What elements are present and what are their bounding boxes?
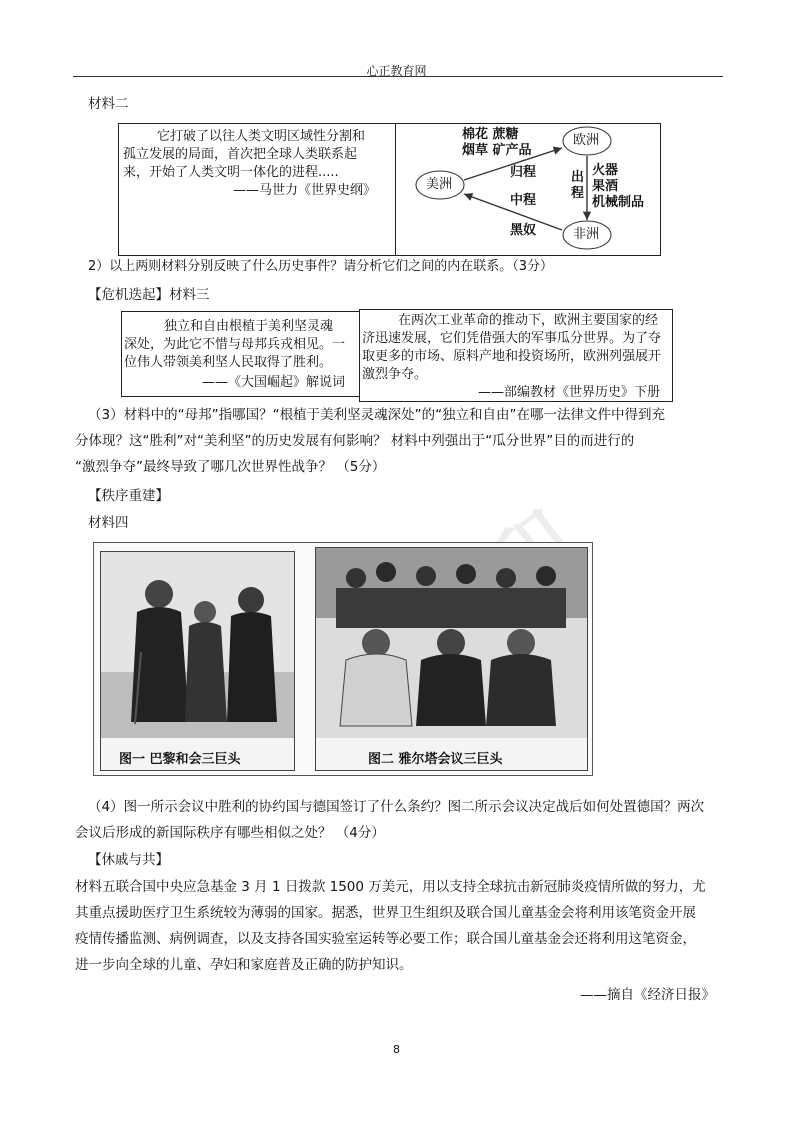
question-3-line-2: 分体现？这“胜利”对“美利坚”的历史发展有何影响？ 材料中列强出于“瓜分世界”目的而进行的 — [75, 433, 635, 449]
question-3-line-3: “激烈争夺”最终导致了哪几次世界性战争？ （5分） — [75, 459, 386, 475]
goods-top-2: 烟草 矿产品 — [462, 143, 532, 158]
header-rule — [73, 76, 723, 77]
figure2-photo — [315, 547, 588, 771]
material4-figures — [93, 542, 593, 776]
middle-passage-label: 中程 — [510, 193, 537, 208]
material5-line-3: 疫情传播监测、病例调查，以及支持各国实验室运转等必要工作；联合国儿童基金会还将利用这笔资金， — [75, 931, 696, 947]
material3-left-box — [121, 311, 360, 397]
return-trip-label: 归程 — [510, 165, 537, 180]
m3-right-source: ——部编教材《世界历史》下册 — [478, 385, 661, 400]
material2-label: 材料二 — [88, 96, 129, 112]
section-share: 【休戚与共】 — [88, 852, 169, 868]
figure1-photo — [100, 551, 295, 771]
figure1-image — [101, 552, 294, 738]
slaves-label: 黑奴 — [510, 223, 537, 238]
question-3-line-1: （3）材料中的“母邦”指哪国？“根植于美利坚灵魂深处”的“独立和自由”在哪一法律文件中得到充 — [88, 407, 666, 423]
figure2-caption: 图二 雅尔塔会议三巨头 — [368, 752, 503, 767]
question-4-line-1: （4）图一所示会议中胜利的协约国与德国签订了什么条约？图二所示会议决定战后如何处置德国？两次 — [88, 799, 705, 815]
m3-right-line-4: 激烈争夺。 — [362, 367, 428, 382]
goods-right-2: 果酒 — [592, 179, 619, 194]
quote-source: ——马世力《世界史纲》 — [233, 183, 377, 198]
m3-left-line-3: 位伟人带领美利坚人民取得了胜利。 — [124, 355, 333, 370]
quote-line-1: 它打破了以往人类文明区域性分割和 — [157, 129, 366, 144]
page-number: 8 — [393, 1043, 400, 1056]
page-header: 心正教育网 — [366, 64, 427, 78]
goods-top-1: 棉花 蔗糖 — [462, 127, 519, 142]
america-label: 美洲 — [426, 177, 453, 192]
figure1-caption: 图一 巴黎和会三巨头 — [119, 752, 241, 767]
quote-line-2: 孤立发展的局面，首次把全球人类联系起 — [123, 147, 358, 162]
section-order: 【秩序重建】 — [88, 488, 169, 504]
m3-right-line-2: 济迅速发展，它们凭借强大的军事瓜分世界。为了夺 — [362, 331, 662, 346]
outbound-label: 出程 — [571, 170, 585, 201]
m3-right-line-3: 取更多的市场、原料产地和投资场所，欧洲列强展开 — [362, 349, 662, 364]
m3-left-source: ——《大国崛起》解说词 — [202, 375, 346, 390]
material5-source: ——摘自《经济日报》 — [580, 987, 715, 1003]
material3-right-box — [359, 309, 673, 402]
m3-left-line-1: 独立和自由根植于美利坚灵魂 — [164, 319, 334, 334]
m3-left-line-2: 深处，为此它不惜与母邦兵戎相见。一 — [124, 337, 346, 352]
africa-label: 非洲 — [573, 227, 600, 242]
material5-line-2: 其重点援助医疗卫生系统较为薄弱的国家。据悉，世界卫生组织及联合国儿童基金会将利用该笔资金开展 — [75, 905, 696, 921]
m3-right-line-1: 在两次工业革命的推动下，欧洲主要国家的经 — [398, 313, 659, 328]
material5-line-4: 进一步向全球的儿童、孕妇和家庭普及正确的防护知识。 — [75, 957, 413, 973]
material5-line-1: 材料五联合国中央应急基金 3 月 1 日拨款 1500 万美元，用以支持全球抗击新冠肺炎疫情所做的努力，尤 — [75, 879, 706, 895]
material2-box — [118, 123, 661, 256]
question-4-line-2: 会议后形成的新国际秩序有哪些相似之处？ （4分） — [75, 825, 385, 841]
section-crisis: 【危机迭起】材料三 — [88, 287, 210, 303]
material4-label: 材料四 — [88, 515, 129, 531]
goods-right-3: 机械制品 — [592, 195, 645, 210]
question-2: 2）以上两则材料分别反映了什么历史事件？请分析它们之间的内在联系。（3分） — [88, 259, 554, 274]
quote-line-3: 来，开始了人类文明一体化的进程..... — [123, 165, 339, 180]
figure2-image — [316, 548, 587, 738]
europe-label: 欧洲 — [573, 133, 600, 148]
goods-right-1: 火器 — [592, 163, 619, 178]
